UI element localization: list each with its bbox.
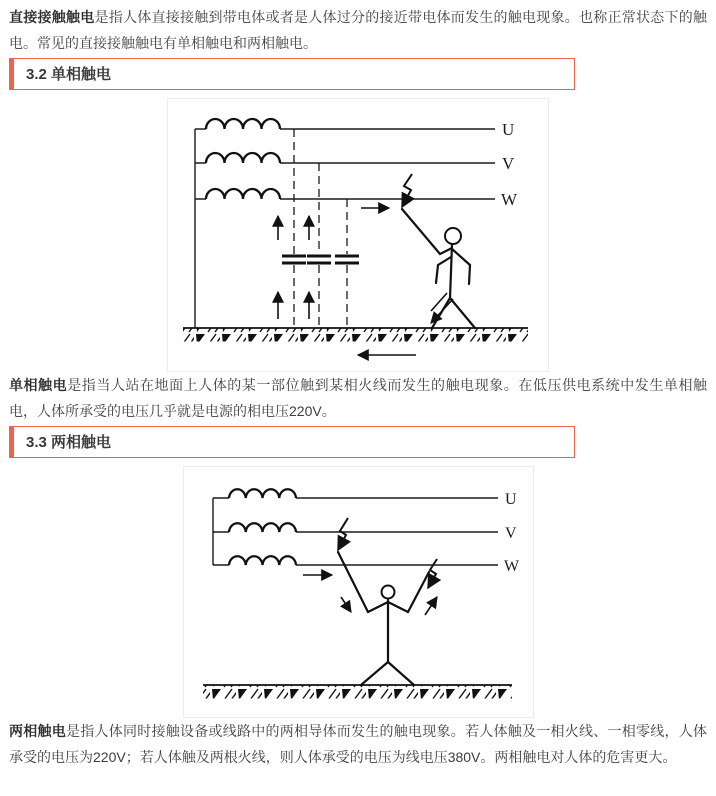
- section-title: 3.2 单相触电: [26, 66, 112, 83]
- person-left-reach: [338, 552, 368, 612]
- person-head: [381, 586, 394, 599]
- coil-phase-v: [229, 523, 296, 532]
- single-phase-text: 是指当人站在地面上人体的某一部位触到某相火线而发生的触电现象。在低压供电系统中发生单相触电，人体所承受的电压几乎就是电源的相电压220V。: [9, 377, 708, 419]
- section-heading-3-2: [9, 58, 575, 90]
- coil-phase-w: [206, 189, 280, 199]
- section-heading-3-3: [9, 426, 575, 458]
- coil-phase-u: [206, 119, 280, 129]
- two-phase-shock-diagram: [184, 467, 533, 717]
- current-arrow-up-right-arm: [425, 597, 437, 615]
- two-phase-term: 两相触电: [9, 723, 66, 739]
- intro-text: 是指人体直接接触到带电体或者是人体过分的接近带电体而发生的触电现象。也称正常状态下的触电。常见的直接接触触电有单相触电和两相触电。: [9, 9, 707, 51]
- two-phase-shock-figure: [183, 466, 534, 718]
- single-phase-paragraph: [9, 372, 707, 424]
- coil-stub-lines: [195, 129, 206, 199]
- phase-label-u: U: [502, 120, 515, 139]
- ground-hatching: [203, 686, 512, 699]
- person-left-arm: [436, 257, 451, 283]
- person-legs: [361, 662, 414, 685]
- intro-term: 直接接触触电: [9, 9, 95, 25]
- current-arrow-down-left-arm: [341, 597, 351, 612]
- two-phase-paragraph: [9, 718, 707, 770]
- coil-phase-w: [229, 556, 296, 565]
- body-current-arrow-2: [431, 299, 453, 323]
- coil-phase-v: [206, 153, 280, 163]
- lightning-bolt-icon-left: [338, 518, 348, 550]
- person-body: [450, 245, 452, 298]
- phase-label-u: U: [504, 491, 517, 508]
- coil-stub-lines: [213, 498, 229, 565]
- person-right-reach: [408, 572, 429, 612]
- lightning-bolt-icon: [402, 174, 412, 207]
- single-phase-shock-figure: [167, 98, 549, 372]
- ground-hatching: [183, 329, 528, 342]
- capacitor-u: [282, 256, 306, 263]
- phase-label-w: W: [501, 190, 518, 209]
- phase-label-w: W: [503, 558, 519, 575]
- single-phase-term: 单相触电: [9, 377, 68, 393]
- person-head: [445, 228, 461, 244]
- two-phase-text: 是指人体同时接触设备或线路中的两相导体而发生的触电现象。若人体触及一相火线、一相零线，人体承受的电压为220V；若人体触及两根火线，则人体承受的电压为线电压380V。两相触电对人体的危害更大。: [9, 723, 707, 765]
- coil-phase-u: [229, 489, 296, 498]
- section-title: 3.3 两相触电: [26, 434, 112, 451]
- phase-label-v: V: [504, 525, 517, 542]
- single-phase-shock-diagram: [168, 99, 548, 371]
- person-right-arm: [452, 249, 470, 284]
- capacitor-w: [335, 256, 359, 263]
- person-raised-arm: [402, 209, 452, 254]
- capacitor-v: [307, 256, 331, 263]
- intro-paragraph: [9, 4, 707, 56]
- phase-label-v: V: [502, 154, 515, 173]
